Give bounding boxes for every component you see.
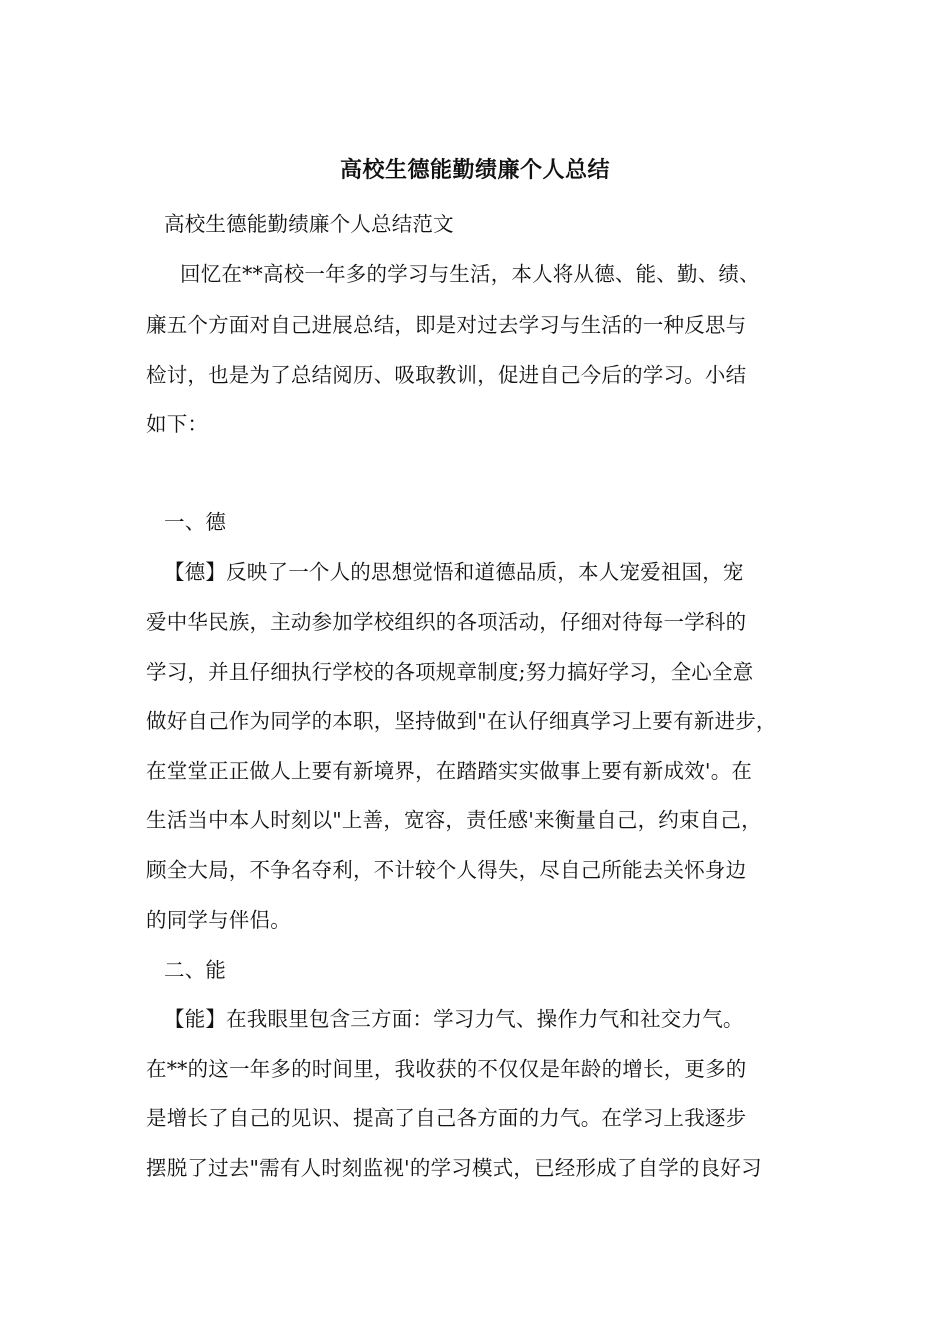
section-de-line: 学习，并且仔细执行学校的各项规章制度;努力搞好学习，全心全意 xyxy=(146,660,754,684)
section-de-line: 爱中华民族，主动参加学校组织的各项活动，仔细对待每一学科的 xyxy=(146,610,747,634)
section-de-line: 做好自己作为同学的本职，坚持做到"在认仔细真学习上要有新进步， xyxy=(146,709,777,733)
intro-line: 廉五个方面对自己进展总结，即是对过去学习与生活的一种反思与 xyxy=(146,313,747,337)
intro-line: 检讨，也是为了总结阅历、吸取教训，促进自己今后的学习。小结 xyxy=(146,363,747,387)
intro-line: 如下： xyxy=(146,412,209,436)
document-subtitle: 高校生德能勤绩廉个人总结范文 xyxy=(164,212,454,236)
section-neng-line: 在**的这一年多的时间里，我收获的不仅仅是年龄的增长，更多的 xyxy=(146,1057,747,1081)
section-neng-line: 【能】在我眼里包含三方面：学习力气、操作力气和社交力气。 xyxy=(164,1007,744,1031)
intro-line: 回忆在**高校一年多的学习与生活，本人将从德、能、勤、绩、 xyxy=(180,262,760,286)
section-neng-line: 是增长了自己的见识、提高了自己各方面的力气。在学习上我逐步 xyxy=(146,1106,747,1130)
section-heading-de: 一、德 xyxy=(164,510,227,534)
section-de-line: 在堂堂正正做人上要有新境界，在踏踏实实做事上要有新成效'。在 xyxy=(146,759,753,783)
section-de-line: 的同学与伴侣。 xyxy=(146,908,291,932)
section-de-line: 生活当中本人时刻以"上善，宽容，责任感'来衡量自己，约束自己， xyxy=(146,808,762,832)
section-heading-neng: 二、能 xyxy=(164,958,227,982)
section-neng-line: 摆脱了过去"需有人时刻监视'的学习模式，已经形成了自学的良好习 xyxy=(146,1156,762,1180)
section-de-line: 【德】反映了一个人的思想觉悟和道德品质，本人宠爱祖国，宠 xyxy=(164,560,744,584)
document-title: 高校生德能勤绩廉个人总结 xyxy=(339,157,610,183)
section-de-line: 顾全大局，不争名夺利，不计较个人得失，尽自己所能去关怀身边 xyxy=(146,858,747,882)
